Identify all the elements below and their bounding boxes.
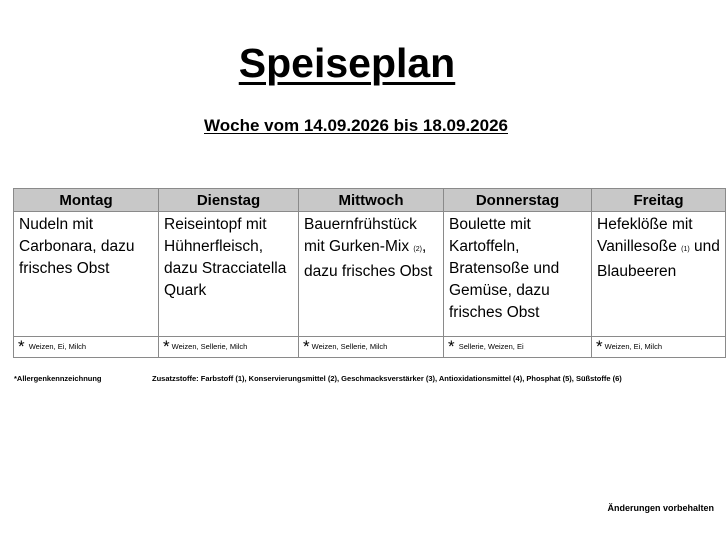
additive-note: (2) — [413, 246, 422, 253]
changes-reserved-note: Änderungen vorbehalten — [607, 503, 714, 513]
meal-line: Gemüse, dazu — [449, 282, 550, 299]
meal-line: frisches Obst — [449, 304, 540, 321]
meal-text: Bauernfrühstück mit Gurken-Mix — [304, 216, 417, 255]
day-header-thursday: Donnerstag — [444, 189, 592, 212]
allergen-star: * — [596, 337, 603, 356]
allergen-list: Sellerie, Weizen, Ei — [458, 342, 524, 351]
meal-plan-table — [13, 188, 726, 358]
day-header-row — [14, 189, 726, 212]
allergen-row — [14, 337, 726, 358]
allergen-list: Weizen, Sellerie, Milch — [311, 342, 388, 351]
allergens-friday — [592, 337, 726, 358]
day-header-wednesday: Mittwoch — [299, 189, 444, 212]
meal-line: frisches Obst — [19, 260, 110, 277]
allergen-list: Weizen, Sellerie, Milch — [171, 342, 248, 351]
meal-text: Hefeklöße mit Vanillesoße — [597, 216, 693, 255]
allergen-list: Weizen, Ei, Milch — [604, 342, 663, 351]
allergen-legend: *Allergenkennzeichnung — [14, 374, 102, 383]
day-header-tuesday: Dienstag — [159, 189, 299, 212]
allergens-wednesday — [299, 337, 444, 358]
allergen-list: Weizen, Ei, Milch — [28, 342, 87, 351]
week-range: Woche vom 14.09.2026 bis 18.09.2026 — [204, 116, 508, 135]
allergens-tuesday — [159, 337, 299, 358]
meal-line: Hühnerfleisch, — [164, 238, 264, 255]
meal-text: , dazu frisches Obst — [304, 238, 433, 280]
additives-legend: Zusatzstoffe: Farbstoff (1), Konservierungsmittel (2), Geschmacksverstärker (3), Antioxidationsmittel (4), Phosphat (5), Süßstoffe (6) — [152, 374, 622, 383]
allergens-thursday — [444, 337, 592, 358]
meal-line: Reiseintopf mit — [164, 216, 267, 233]
allergen-star: * — [303, 337, 310, 356]
meal-tuesday — [159, 212, 299, 337]
meal-line: Kartoffeln, — [449, 238, 520, 255]
meal-thursday — [444, 212, 592, 337]
meal-line: Carbonara, dazu — [19, 238, 135, 255]
meal-row — [14, 212, 726, 337]
meal-line: dazu Stracciatella — [164, 260, 287, 277]
allergen-star: * — [18, 337, 25, 356]
allergen-star: * — [163, 337, 170, 356]
day-header-monday: Montag — [14, 189, 159, 212]
day-header-friday: Freitag — [592, 189, 726, 212]
meal-friday — [592, 212, 726, 337]
allergen-star: * — [448, 337, 455, 356]
meal-text: und Blaubeeren — [597, 238, 720, 280]
page-title: Speiseplan — [238, 40, 456, 86]
meal-wednesday — [299, 212, 444, 337]
additive-note: (1) — [681, 246, 690, 253]
allergens-monday — [14, 337, 159, 358]
meal-monday — [14, 212, 159, 337]
meal-line: Nudeln mit — [19, 216, 94, 233]
meal-line: Boulette mit — [449, 216, 531, 233]
meal-line: Bratensoße und — [449, 260, 560, 277]
meal-line: Quark — [164, 282, 207, 299]
